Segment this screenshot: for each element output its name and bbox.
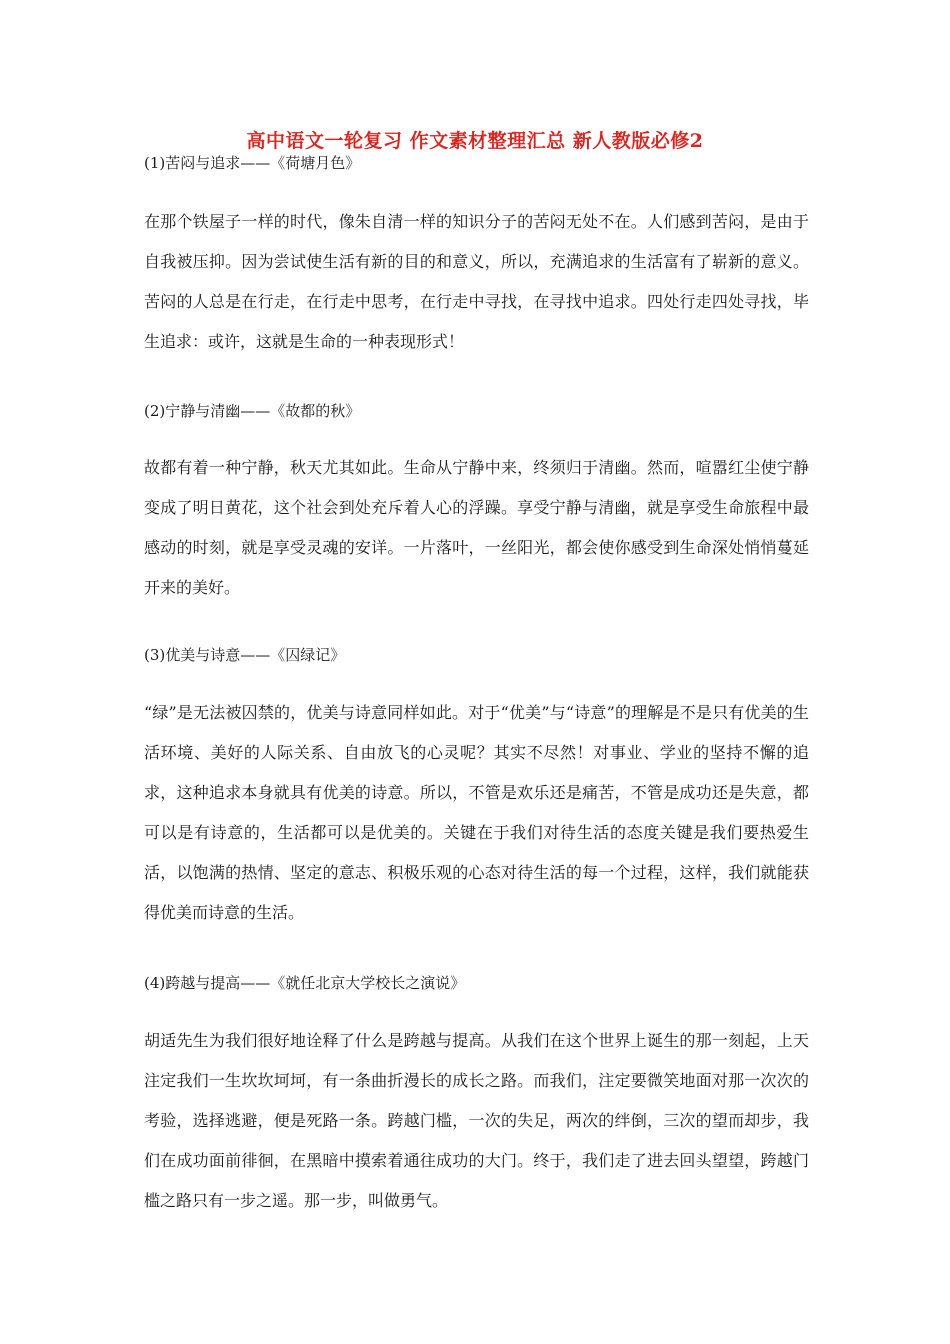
section-heading-2: (2)宁静与清幽——《故都的秋》 — [144, 402, 361, 420]
section-paragraph-4: 胡适先生为我们很好地诠释了什么是跨越与提高。从我们在这个世界上诞生的那一刻起，上天注定我们一生坎坎坷坷，有一条曲折漫长的成长之路。而我们，注定要微笑地面对那一次次的考验，选择逃避，便是死路一条。跨越门槛，一次的失足，两次的绊倒，三次的望而却步，我们在成功面前徘徊，在黑暗中摸索着通往成功的大门。终于，我们走了进去回头望望，跨越门槛之路只有一步之遥。那一步，叫做勇气。 — [144, 1031, 809, 1210]
section-paragraph-3: “绿”是无法被囚禁的，优美与诗意同样如此。对于“优美”与“诗意”的理解是不是只有优美的生活环境、美好的人际关系、自由放飞的心灵呢？其实不尽然！对事业、学业的坚持不懈的追求，这种追求本身就具有优美的诗意。所以，不管是欢乐还是痛苦，不管是成功还是失意，都可以是有诗意的，生活都可以是优美的。关键在于我们对待生活的态度关键是我们要热爱生活，以饱满的热情、坚定的意志、积极乐观的心态对待生活的每一个过程，这样，我们就能获得优美而诗意的生活。 — [144, 703, 809, 922]
section-heading-3: (3)优美与诗意——《囚绿记》 — [144, 646, 346, 664]
document-title: 高中语文一轮复习 作文素材整理汇总 新人教版必修2 — [246, 130, 704, 152]
section-paragraph-2: 故都有着一种宁静，秋天尤其如此。生命从宁静中来，终须归于清幽。然而，喧嚣红尘使宁静变成了明日黄花，这个社会到处充斥着人心的浮躁。享受宁静与清幽，就是享受生命旅程中最感动的时刻，就是享受灵魂的安详。一片落叶，一丝阳光，都会使你感受到生命深处悄悄蔓延开来的美好。 — [144, 458, 809, 597]
section-paragraph-1: 在那个铁屋子一样的时代，像朱自清一样的知识分子的苦闷无处不在。人们感到苦闷，是由于自我被压抑。因为尝试使生活有新的目的和意义，所以，充满追求的生活富有了崭新的意义。苦闷的人总是在行走，在行走中思考，在行走中寻找，在寻找中追求。四处行走四处寻找，毕生追求：或许，这就是生命的一种表现形式！ — [144, 212, 809, 351]
section-heading-1: (1)苦闷与追求——《荷塘月色》 — [144, 154, 361, 172]
section-heading-4: (4)跨越与提高——《就任北京大学校长之演说》 — [144, 974, 466, 992]
